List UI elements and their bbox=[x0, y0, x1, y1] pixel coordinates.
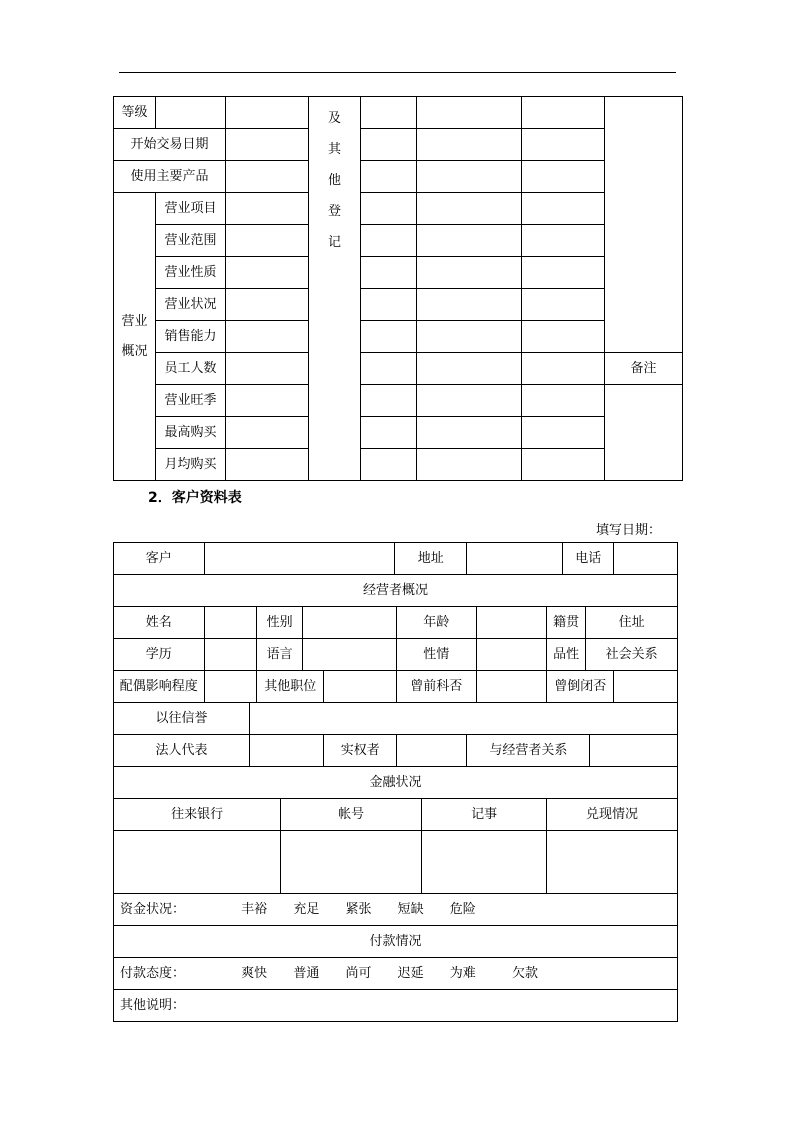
business-status-label: 营业状况 bbox=[156, 289, 226, 321]
cell[interactable] bbox=[417, 97, 522, 129]
name-label: 姓名 bbox=[114, 607, 205, 639]
past-credit-label: 以往信誉 bbox=[114, 703, 250, 735]
address-label: 地址 bbox=[394, 543, 466, 575]
cell[interactable] bbox=[226, 417, 309, 449]
criminal-record-value[interactable] bbox=[476, 671, 546, 703]
address-value[interactable] bbox=[467, 543, 563, 575]
cell[interactable] bbox=[522, 417, 605, 449]
cell[interactable] bbox=[417, 353, 522, 385]
cell[interactable] bbox=[226, 385, 309, 417]
start-trade-date-label: 开始交易日期 bbox=[114, 129, 226, 161]
business-overview-group-label bbox=[114, 193, 156, 481]
customer-value[interactable] bbox=[204, 543, 394, 575]
financial-status-title: 金融状况 bbox=[114, 767, 678, 799]
relation-value[interactable] bbox=[590, 735, 678, 767]
age-value[interactable] bbox=[476, 607, 546, 639]
gender-label: 性别 bbox=[256, 607, 302, 639]
grade-label: 等级 bbox=[114, 97, 156, 129]
spouse-influence-value[interactable] bbox=[204, 671, 256, 703]
remarks-label: 备注 bbox=[605, 353, 683, 385]
main-products-label: 使用主要产品 bbox=[114, 161, 226, 193]
education-label: 学历 bbox=[114, 639, 205, 671]
cell[interactable] bbox=[417, 257, 522, 289]
social-relations-label: 社会关系 bbox=[586, 639, 678, 671]
employee-count-label: 员工人数 bbox=[156, 353, 226, 385]
fill-date-label: 填写日期： bbox=[596, 523, 662, 538]
sales-capability-label: 销售能力 bbox=[156, 321, 226, 353]
cell[interactable] bbox=[417, 385, 522, 417]
name-value[interactable] bbox=[204, 607, 256, 639]
cell[interactable] bbox=[226, 257, 309, 289]
cell[interactable] bbox=[361, 257, 417, 289]
payment-option[interactable]: 普通 bbox=[293, 966, 320, 981]
cell[interactable] bbox=[226, 193, 309, 225]
cell[interactable] bbox=[361, 321, 417, 353]
vertical-char: 及 bbox=[327, 111, 341, 126]
cell[interactable] bbox=[226, 449, 309, 481]
bankruptcy-value[interactable] bbox=[614, 671, 678, 703]
legal-rep-value[interactable] bbox=[249, 735, 323, 767]
operator-overview-title: 经营者概况 bbox=[114, 575, 678, 607]
cell[interactable] bbox=[522, 225, 605, 257]
account-label: 帐号 bbox=[281, 799, 422, 831]
payment-option[interactable]: 尚可 bbox=[345, 966, 372, 981]
age-label: 年龄 bbox=[396, 607, 476, 639]
cell[interactable] bbox=[361, 353, 417, 385]
cell[interactable] bbox=[417, 129, 522, 161]
past-credit-value[interactable] bbox=[249, 703, 677, 735]
residence-label: 住址 bbox=[586, 607, 678, 639]
vertical-char: 登 bbox=[327, 204, 341, 219]
payment-option[interactable]: 迟延 bbox=[397, 966, 424, 981]
funds-option[interactable]: 丰裕 bbox=[241, 902, 268, 917]
cell[interactable] bbox=[361, 417, 417, 449]
cell[interactable] bbox=[361, 225, 417, 257]
phone-label: 电话 bbox=[563, 543, 614, 575]
business-overview-table bbox=[113, 96, 683, 481]
payment-option[interactable]: 为难 bbox=[449, 966, 476, 981]
business-nature-label: 营业性质 bbox=[156, 257, 226, 289]
vertical-char: 其 bbox=[327, 142, 341, 157]
other-positions-value[interactable] bbox=[324, 671, 397, 703]
grade-value[interactable] bbox=[156, 97, 226, 129]
cell[interactable] bbox=[361, 449, 417, 481]
section-title: 2．客户资料表 bbox=[148, 490, 242, 506]
cell[interactable] bbox=[522, 449, 605, 481]
funds-option[interactable]: 紧张 bbox=[345, 902, 372, 917]
cell[interactable] bbox=[417, 225, 522, 257]
payment-attitude-label: 付款态度： bbox=[120, 966, 186, 981]
cell[interactable] bbox=[522, 321, 605, 353]
gender-value[interactable] bbox=[303, 607, 397, 639]
cell[interactable] bbox=[361, 193, 417, 225]
relation-label: 与经营者关系 bbox=[467, 735, 590, 767]
language-value[interactable] bbox=[303, 639, 397, 671]
payment-option[interactable]: 爽快 bbox=[241, 966, 268, 981]
education-value[interactable] bbox=[204, 639, 256, 671]
legal-rep-label: 法人代表 bbox=[114, 735, 250, 767]
cell[interactable] bbox=[226, 129, 309, 161]
other-registration-vertical-label bbox=[309, 97, 361, 481]
notes-label: 记事 bbox=[422, 799, 547, 831]
cell[interactable] bbox=[417, 449, 522, 481]
payment-option[interactable]: 欠款 bbox=[511, 966, 538, 981]
group-label-line: 概况 bbox=[121, 343, 148, 359]
cell[interactable] bbox=[226, 289, 309, 321]
group-label-line: 营业 bbox=[121, 313, 148, 329]
cell[interactable] bbox=[361, 385, 417, 417]
temperament-value[interactable] bbox=[476, 639, 546, 671]
spouse-influence-label: 配偶影响程度 bbox=[114, 671, 205, 703]
funds-option[interactable]: 充足 bbox=[293, 902, 320, 917]
character-label: 品性 bbox=[547, 639, 586, 671]
cash-out-value[interactable] bbox=[547, 831, 678, 894]
criminal-record-label: 曾前科否 bbox=[396, 671, 476, 703]
peak-season-label: 营业旺季 bbox=[156, 385, 226, 417]
actual-controller-value[interactable] bbox=[396, 735, 466, 767]
funds-option[interactable]: 危险 bbox=[449, 902, 476, 917]
cell[interactable] bbox=[417, 321, 522, 353]
remarks-value[interactable] bbox=[605, 385, 683, 481]
header-rule bbox=[119, 72, 676, 73]
customer-info-table bbox=[113, 542, 678, 1022]
other-notes-label: 其他说明： bbox=[120, 998, 186, 1013]
funds-status-label: 资金状况： bbox=[120, 902, 186, 917]
cell[interactable] bbox=[361, 97, 417, 129]
cash-out-label: 兑现情况 bbox=[547, 799, 678, 831]
other-notes-row[interactable] bbox=[114, 990, 678, 1022]
business-scope-label: 营业范围 bbox=[156, 225, 226, 257]
payment-attitude-row bbox=[114, 958, 678, 990]
bankruptcy-label: 曾倒闭否 bbox=[547, 671, 614, 703]
cell[interactable] bbox=[226, 321, 309, 353]
bank-value[interactable] bbox=[114, 831, 281, 894]
business-item-label: 营业项目 bbox=[156, 193, 226, 225]
actual-controller-label: 实权者 bbox=[324, 735, 397, 767]
cell[interactable] bbox=[522, 385, 605, 417]
customer-label: 客户 bbox=[114, 543, 205, 575]
funds-status-row bbox=[114, 894, 678, 926]
notes-value[interactable] bbox=[422, 831, 547, 894]
payment-status-title: 付款情况 bbox=[114, 926, 678, 958]
funds-option[interactable]: 短缺 bbox=[397, 902, 424, 917]
native-place-label: 籍贯 bbox=[547, 607, 586, 639]
cell[interactable] bbox=[417, 193, 522, 225]
cell[interactable] bbox=[522, 289, 605, 321]
cell[interactable] bbox=[522, 129, 605, 161]
max-purchase-label: 最高购买 bbox=[156, 417, 226, 449]
cell[interactable] bbox=[226, 161, 309, 193]
cell[interactable] bbox=[226, 353, 309, 385]
cell[interactable] bbox=[417, 289, 522, 321]
language-label: 语言 bbox=[256, 639, 302, 671]
vertical-char: 他 bbox=[327, 173, 341, 188]
cell[interactable] bbox=[361, 129, 417, 161]
monthly-purchase-label: 月均购买 bbox=[156, 449, 226, 481]
phone-value[interactable] bbox=[614, 543, 678, 575]
cell[interactable] bbox=[226, 97, 309, 129]
cell[interactable] bbox=[361, 289, 417, 321]
cell[interactable] bbox=[522, 257, 605, 289]
cell[interactable] bbox=[522, 193, 605, 225]
cell[interactable] bbox=[522, 97, 605, 129]
other-positions-label: 其他职位 bbox=[256, 671, 323, 703]
cell[interactable] bbox=[522, 161, 605, 193]
vertical-char: 记 bbox=[327, 235, 341, 250]
bank-label: 往来银行 bbox=[114, 799, 281, 831]
account-value[interactable] bbox=[281, 831, 422, 894]
cell[interactable] bbox=[226, 225, 309, 257]
cell[interactable] bbox=[417, 161, 522, 193]
cell[interactable] bbox=[417, 417, 522, 449]
cell[interactable] bbox=[361, 161, 417, 193]
temperament-label: 性情 bbox=[396, 639, 476, 671]
cell[interactable] bbox=[522, 353, 605, 385]
cell[interactable] bbox=[605, 97, 683, 353]
